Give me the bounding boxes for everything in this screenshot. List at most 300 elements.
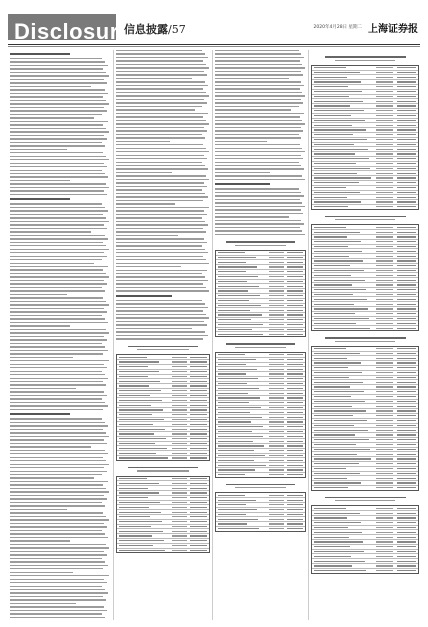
text-line (10, 533, 105, 534)
text-line (116, 88, 203, 89)
text-line (116, 252, 208, 253)
text-line (10, 203, 102, 204)
text-line (10, 371, 102, 372)
text-line (10, 297, 103, 298)
text-line (10, 124, 103, 125)
text-line (215, 74, 303, 75)
text-line (10, 68, 103, 69)
text-line (10, 405, 108, 406)
text-line (116, 287, 206, 288)
text-line (10, 96, 103, 97)
text-line (10, 245, 106, 246)
text-line (215, 141, 267, 142)
heading-line (10, 53, 70, 55)
table-subtitle (235, 347, 285, 348)
text-line (215, 230, 302, 231)
text-line (116, 290, 209, 291)
text-line (10, 364, 104, 365)
text-line (10, 163, 104, 164)
header-rule (8, 44, 420, 45)
text-line (10, 269, 103, 270)
text-line (215, 234, 305, 235)
text-line (215, 53, 301, 54)
text-line (10, 221, 109, 222)
text-line (10, 339, 107, 340)
text-line (215, 95, 305, 96)
heading-line (215, 183, 270, 185)
text-line (10, 384, 106, 385)
text-line (10, 145, 105, 146)
text-line (116, 314, 206, 315)
text-line (10, 131, 109, 132)
text-line (10, 82, 107, 83)
text-line (116, 179, 209, 180)
text-line (116, 67, 209, 68)
text-line (10, 117, 94, 118)
text-line (10, 72, 106, 73)
text-line (10, 425, 108, 426)
text-line (10, 263, 94, 264)
masthead (8, 8, 420, 42)
text-line (116, 221, 205, 222)
text-line (116, 203, 175, 204)
text-line (10, 439, 104, 440)
text-line (116, 182, 204, 183)
text-line (116, 307, 208, 308)
text-line (215, 109, 291, 110)
text-line (215, 134, 299, 135)
financial-table (215, 352, 306, 478)
text-line (10, 214, 103, 215)
text-line (116, 331, 205, 332)
text-line (10, 610, 107, 611)
text-line (116, 270, 207, 271)
text-line (10, 596, 103, 597)
text-line (116, 335, 208, 336)
text-line (10, 315, 102, 316)
header-rule-thin (8, 46, 420, 47)
text-line (215, 81, 301, 82)
text-line (10, 471, 107, 472)
text-line (10, 477, 94, 478)
text-line (10, 360, 109, 361)
text-line (10, 224, 104, 225)
paper-name: 上海证券报 (368, 24, 418, 35)
table-title (325, 56, 406, 58)
text-column-2 (116, 50, 210, 620)
text-line (10, 138, 107, 139)
table-subtitle (335, 60, 394, 61)
text-column-3 (215, 50, 306, 620)
text-line (116, 137, 205, 138)
text-line (116, 303, 205, 304)
text-line (215, 88, 300, 89)
text-line (116, 280, 208, 281)
text-line (10, 381, 103, 382)
text-line (215, 57, 304, 58)
text-line (10, 311, 107, 312)
text-line (10, 457, 103, 458)
text-line (10, 252, 104, 253)
text-line (10, 498, 107, 499)
text-line (10, 107, 104, 108)
text-line (10, 228, 107, 229)
text-line (215, 168, 304, 169)
text-line (10, 142, 102, 143)
text-line (116, 328, 192, 329)
text-line (10, 516, 106, 517)
text-line (10, 346, 105, 347)
text-line (10, 190, 104, 191)
text-line (215, 78, 289, 79)
text-line (10, 166, 107, 167)
text-line (10, 378, 108, 379)
text-line (215, 220, 301, 221)
text-line (116, 217, 202, 218)
text-line (10, 256, 107, 257)
text-line (116, 158, 207, 159)
text-line (116, 116, 203, 117)
text-line (116, 310, 203, 311)
text-line (10, 450, 105, 451)
text-line (116, 71, 204, 72)
text-line (10, 606, 104, 607)
text-line (10, 152, 103, 153)
page-number: /57 (168, 23, 186, 36)
text-line (215, 64, 302, 65)
text-line (10, 103, 109, 104)
text-line (10, 409, 103, 410)
text-line (116, 162, 202, 163)
text-line (215, 165, 301, 166)
text-line (116, 193, 205, 194)
text-line (116, 276, 205, 277)
text-line (10, 374, 105, 375)
text-line (215, 148, 302, 149)
text-line (215, 199, 300, 200)
text-line (116, 175, 206, 176)
text-line (116, 74, 207, 75)
text-line (10, 135, 104, 136)
text-line (10, 336, 104, 337)
text-line (10, 592, 108, 593)
text-line (116, 109, 195, 110)
table-subtitle (335, 219, 394, 220)
text-line (215, 123, 305, 124)
text-line (116, 172, 172, 173)
disclosure-logo (8, 14, 132, 44)
text-line (215, 60, 300, 61)
text-line (10, 388, 76, 389)
table-row (216, 473, 305, 477)
text-line (10, 318, 105, 319)
text-line (10, 79, 104, 80)
text-line (116, 99, 204, 100)
text-line (116, 53, 205, 54)
text-line (10, 343, 102, 344)
text-line (10, 86, 91, 87)
text-line (215, 92, 302, 93)
table-title (325, 497, 406, 499)
financial-table (311, 224, 419, 331)
text-line (116, 60, 203, 61)
text-line (10, 121, 108, 122)
text-line (215, 144, 300, 145)
text-line (116, 273, 202, 274)
text-line (10, 453, 108, 454)
text-line (10, 488, 106, 489)
text-line (116, 85, 208, 86)
text-line (10, 505, 105, 506)
text-line (10, 422, 105, 423)
text-line (10, 367, 107, 368)
text-line (116, 283, 203, 284)
text-line (10, 276, 109, 277)
table-row (312, 326, 418, 330)
text-line (10, 325, 70, 326)
text-line (10, 65, 108, 66)
text-line (10, 176, 108, 177)
text-line (10, 474, 102, 475)
text-line (215, 106, 299, 107)
text-line (116, 317, 209, 318)
text-line (116, 263, 209, 264)
text-line (215, 175, 302, 176)
text-line (10, 579, 104, 580)
text-line (10, 443, 107, 444)
text-line (215, 151, 305, 152)
text-line (116, 324, 207, 325)
text-line (215, 102, 303, 103)
text-line (10, 395, 107, 396)
table-title (128, 467, 199, 469)
text-line (116, 259, 206, 260)
text-line (10, 194, 107, 195)
financial-table (215, 492, 306, 531)
table-row (117, 549, 209, 553)
text-line (10, 603, 76, 604)
logo-text: Disclosure (14, 19, 132, 44)
table-subtitle (137, 470, 189, 471)
text-line (215, 188, 299, 189)
text-line (10, 180, 70, 181)
table-subtitle (235, 487, 285, 488)
text-line (10, 238, 108, 239)
text-line (10, 287, 102, 288)
table-title (226, 343, 294, 345)
text-line (10, 436, 109, 437)
text-line (116, 127, 204, 128)
text-line (215, 127, 301, 128)
heading-line (10, 413, 70, 415)
section-title-text: 信息披露 (124, 23, 168, 36)
text-line (116, 231, 206, 232)
text-line (116, 81, 205, 82)
text-line (10, 100, 106, 101)
text-line (10, 432, 106, 433)
text-line (10, 526, 107, 527)
table-title (325, 216, 406, 218)
text-line (116, 168, 208, 169)
text-line (116, 134, 202, 135)
text-line (10, 159, 109, 160)
text-line (116, 249, 205, 250)
text-line (10, 322, 108, 323)
text-line (215, 192, 301, 193)
text-line (116, 228, 203, 229)
table-subtitle (137, 349, 189, 350)
text-line (10, 149, 67, 150)
text-line (10, 353, 103, 354)
financial-table (311, 505, 419, 573)
text-line (10, 242, 103, 243)
text-line (10, 530, 102, 531)
text-line (10, 429, 103, 430)
text-line (215, 116, 300, 117)
table-column-4 (311, 50, 419, 620)
text-line (116, 321, 204, 322)
text-line (10, 259, 102, 260)
text-line (10, 558, 102, 559)
text-line (10, 183, 106, 184)
text-line (116, 256, 203, 257)
text-line (10, 467, 104, 468)
text-line (116, 123, 209, 124)
text-line (116, 102, 207, 103)
text-line (10, 235, 105, 236)
table-row (312, 486, 418, 490)
text-line (215, 158, 303, 159)
text-line (215, 130, 303, 131)
text-line (10, 357, 73, 358)
text-line (116, 200, 203, 201)
financial-table (311, 65, 419, 210)
text-line (215, 216, 289, 217)
text-line (215, 155, 301, 156)
text-line (10, 391, 104, 392)
text-line (10, 495, 104, 496)
text-line (215, 50, 299, 51)
text-line (116, 300, 202, 301)
text-line (116, 50, 202, 51)
text-line (10, 110, 107, 111)
financial-table (116, 354, 210, 461)
text-line (116, 266, 181, 267)
text-line (116, 238, 204, 239)
text-line (215, 162, 299, 163)
text-column-1 (10, 50, 110, 620)
text-line (10, 89, 105, 90)
text-line (116, 189, 202, 190)
financial-table (311, 346, 419, 491)
text-line (10, 446, 91, 447)
text-line (10, 207, 105, 208)
table-row (216, 332, 305, 336)
table-row (312, 205, 418, 209)
text-line (10, 249, 109, 250)
text-line (10, 294, 67, 295)
text-line (10, 523, 104, 524)
text-line (116, 186, 207, 187)
text-line (10, 231, 91, 232)
text-line (10, 210, 108, 211)
heading-line (116, 295, 172, 297)
text-line (10, 418, 102, 419)
text-line (10, 460, 106, 461)
text-line (10, 565, 108, 566)
text-line (10, 572, 73, 573)
text-line (215, 113, 304, 114)
text-line (116, 148, 206, 149)
text-line (10, 554, 107, 555)
text-line (10, 586, 102, 587)
text-line (116, 113, 208, 114)
text-line (10, 290, 105, 291)
text-line (10, 568, 103, 569)
text-line (116, 78, 192, 79)
text-line (215, 67, 305, 68)
text-line (10, 551, 104, 552)
text-line (116, 214, 207, 215)
section-title (124, 21, 186, 37)
text-line (116, 106, 202, 107)
text-line (10, 283, 107, 284)
text-line (215, 223, 304, 224)
text-line (116, 144, 203, 145)
text-line (10, 280, 104, 281)
text-line (10, 217, 106, 218)
text-line (116, 235, 178, 236)
text-line (10, 308, 104, 309)
text-line (215, 85, 304, 86)
text-line (116, 245, 202, 246)
text-line (10, 512, 103, 513)
text-line (116, 151, 209, 152)
text-line (215, 195, 304, 196)
text-line (10, 114, 102, 115)
text-line (10, 266, 108, 267)
text-line (116, 207, 209, 208)
table-subtitle (235, 245, 285, 246)
text-line (116, 196, 208, 197)
text-line (10, 329, 106, 330)
text-line (10, 544, 106, 545)
text-line (10, 304, 109, 305)
text-line (116, 92, 206, 93)
text-line (116, 210, 204, 211)
text-line (10, 582, 107, 583)
text-line (10, 575, 109, 576)
text-line (10, 481, 108, 482)
text-line (215, 206, 305, 207)
text-line (116, 64, 206, 65)
text-line (10, 170, 102, 171)
text-line (116, 242, 207, 243)
text-line (10, 509, 67, 510)
text-line (215, 227, 300, 228)
text-line (215, 120, 302, 121)
text-line (116, 141, 170, 142)
text-line (10, 464, 109, 465)
text-line (215, 172, 270, 173)
text-line (10, 273, 106, 274)
text-line (10, 61, 105, 62)
text-line (10, 128, 106, 129)
table-row (216, 527, 305, 531)
text-line (116, 165, 205, 166)
table-title (128, 346, 199, 348)
text-line (10, 484, 103, 485)
